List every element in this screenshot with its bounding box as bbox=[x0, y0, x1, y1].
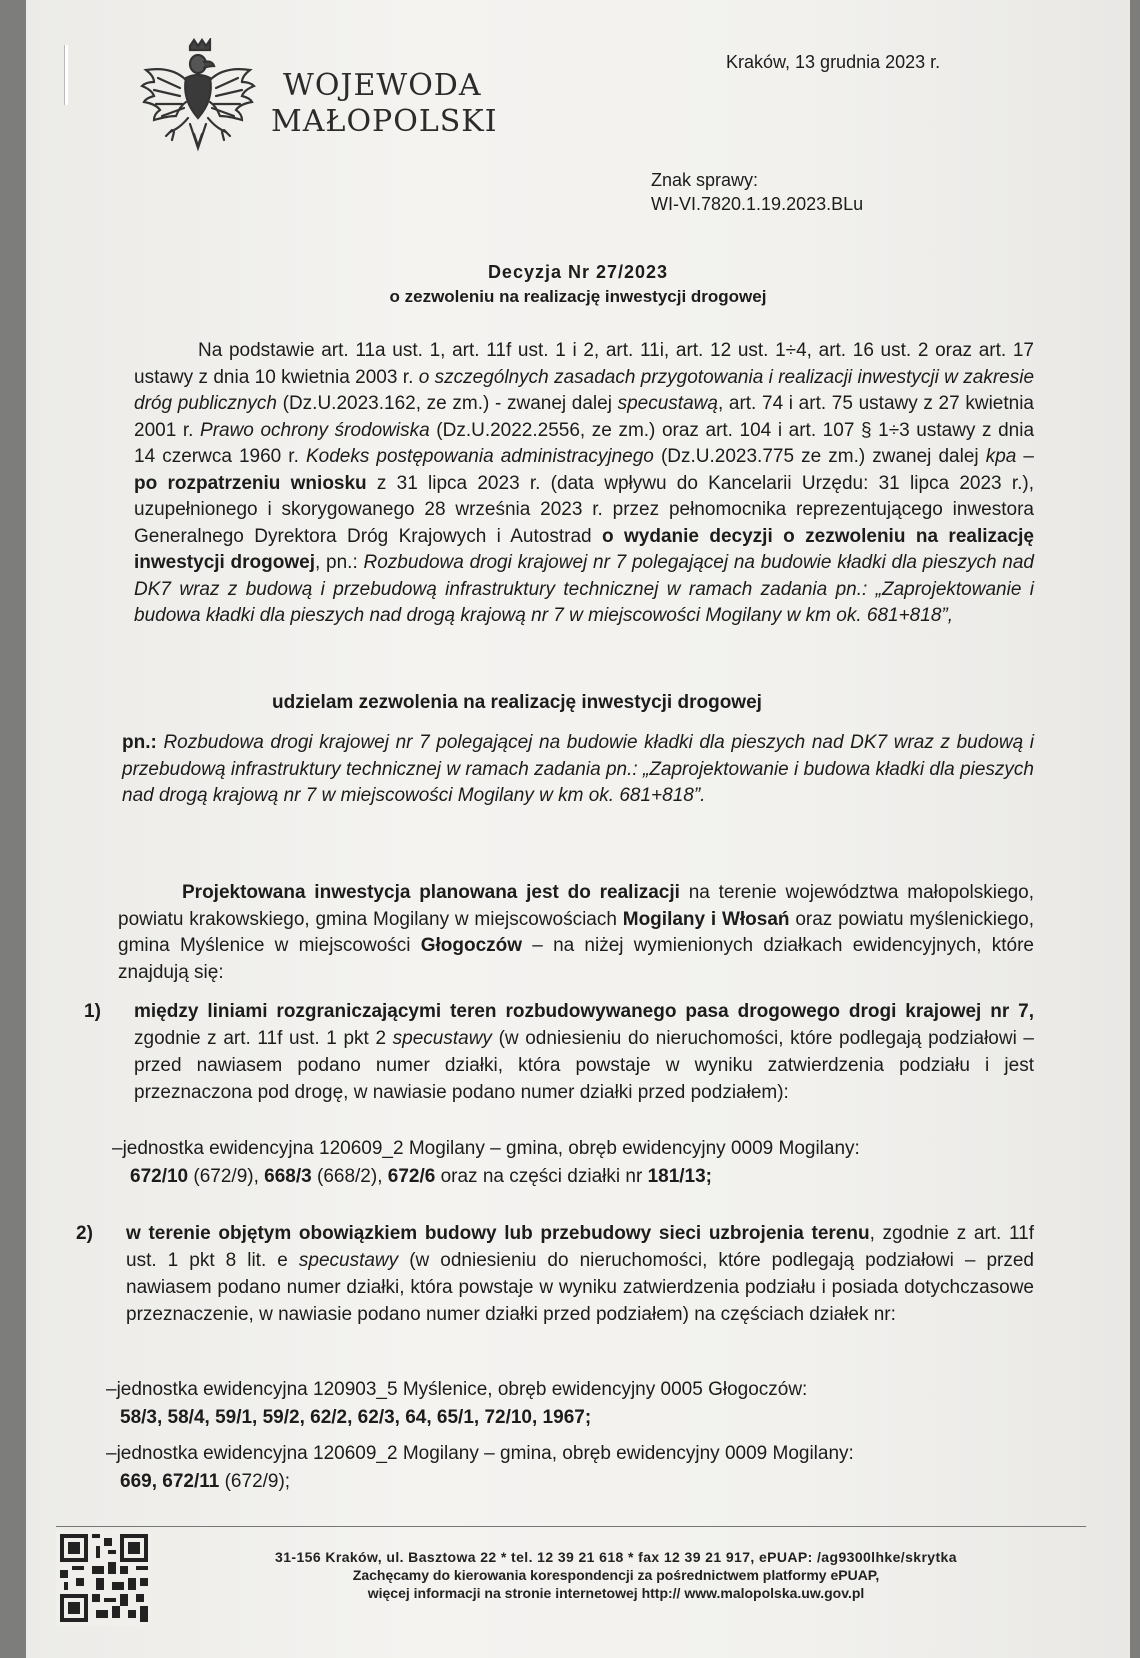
list-item-heading: między liniami rozgraniczającymi teren rozbudowywanego pasa drogowego drogi krajowej nr 7, bbox=[134, 1001, 1034, 1022]
parcel-previous: (672/9); bbox=[219, 1471, 291, 1492]
eagle-emblem-icon bbox=[138, 38, 258, 156]
decision-subject: o zezwoleniu na realizację inwestycji drogowej bbox=[389, 287, 767, 306]
list-item bbox=[76, 1220, 1034, 1328]
case-label: Znak sprawy: bbox=[651, 170, 759, 190]
investment-paragraph bbox=[122, 730, 1034, 810]
parcel-previous: (672/9), bbox=[188, 1166, 265, 1187]
act-title: Kodeks postępowania administracyjnego bbox=[305, 446, 654, 467]
footer-epuap-note: Zachęcamy do kierowania korespondencji za pośrednictwem platformy ePUAP, bbox=[352, 1567, 880, 1583]
qr-code-icon bbox=[56, 1530, 152, 1626]
cadastral-unit: –jednostka ewidencyjna 120609_2 Mogilany – gmina, obręb ewidencyjny 0009 Mogilany: bbox=[106, 1443, 854, 1464]
location-text: – na niżej wymienionych działkach ewidencyjnych, które znajdują się: bbox=[118, 935, 1034, 983]
list-item-text: (w odniesieniu do nieruchomości, które podlegają podziałowi – przed nawiasem podano numer działki, która powstaje w wyniku zatwierdzenia podziału i jest przeznaczona pod drogę, w nawiasie podano numer działki przed podziałem): bbox=[134, 1028, 1034, 1103]
location-emphasis: Mogilany i Włosań bbox=[622, 908, 790, 930]
basis-text: , pn.: bbox=[315, 552, 364, 573]
list-item-number: 2) bbox=[76, 1223, 93, 1244]
parcel-list: 58/3, 58/4, 59/1, 59/2, 62/2, 62/3, 64, 65/1, 72/10, 1967; bbox=[120, 1407, 592, 1428]
parcel-text: oraz na części działki nr bbox=[435, 1166, 648, 1187]
location-emphasis: Projektowana inwestycja planowana jest do realizacji bbox=[182, 882, 680, 903]
location-emphasis: Głogoczów bbox=[420, 935, 523, 956]
investment-name: Rozbudowa drogi krajowej nr 7 polegającej na budowie kładki dla pieszych nad DK7 wraz z budową i przebudową infrastruktury technicznej w ramach zadania pn.: „Zaprojektowanie i budowa kładki dla pieszych nad drogą krajową nr 7 w miejscowości Mogilany w km ok. 681+818”, bbox=[134, 552, 1034, 626]
parcel-list bbox=[120, 1468, 290, 1496]
basis-text: (Dz.U.2023.775 ze zm.) zwanej dalej bbox=[653, 446, 986, 467]
parcel-number: 672/10 bbox=[130, 1166, 189, 1187]
place-date: Kraków, 13 grudnia 2023 r. bbox=[726, 52, 941, 72]
location-text: oraz powiatu myślenickiego, gmina Myślenice w miejscowości bbox=[118, 908, 1034, 956]
brand-line-2: MAŁOPOLSKI bbox=[271, 104, 498, 139]
case-reference bbox=[651, 168, 863, 216]
list-item-text: , zgodnie z art. 11f ust. 1 pkt 8 lit. e bbox=[126, 1223, 1034, 1271]
decision-title: Decyzja Nr 27/2023 bbox=[487, 262, 669, 282]
act-alias: specustawą bbox=[617, 393, 718, 414]
decision-statement: udzielam zezwolenia na realizację inwestycji drogowej bbox=[272, 692, 762, 713]
footer-website: więcej informacji na stronie internetowej http:// www.malopolska.uw.gov.pl bbox=[367, 1585, 865, 1601]
basis-text: z 31 lipca 2023 r. (data wpływu do Kancelarii Urzędu: 31 lipca 2023 r.), uzupełnionego i skorygowanego 28 września 2023 r. przez pełnomocnika reprezentującego inwestora Generalnego Dyrektora Dróg Krajowych i Autostrad bbox=[134, 472, 1034, 547]
scan-mark bbox=[64, 45, 68, 105]
list-item-heading: w terenie objętym obowiązkiem budowy lub przebudowy sieci uzbrojenia terenu bbox=[126, 1223, 870, 1244]
cadastral-unit: –jednostka ewidencyjna 120609_2 Mogilany – gmina, obręb ewidencyjny 0009 Mogilany: bbox=[112, 1138, 860, 1159]
basis-text: , art. 74 i art. 75 ustawy z 27 kwietnia 2001 r. bbox=[134, 393, 1034, 441]
location-paragraph bbox=[118, 880, 1034, 986]
footer-divider bbox=[56, 1526, 1086, 1527]
investment-prefix: pn.: bbox=[122, 732, 157, 753]
basis-text: (Dz.U.2023.162, ze zm.) - zwanej dalej bbox=[276, 393, 618, 414]
basis-text: (Dz.U.2022.2556, ze zm.) oraz art. 104 i art. 107 § 1÷3 ustawy z dnia 14 czerwca 1960 r. bbox=[134, 419, 1035, 467]
footer-contact bbox=[146, 1548, 1086, 1602]
act-title: Prawo ochrony środowiska bbox=[200, 419, 430, 441]
issuer-brand bbox=[271, 68, 498, 140]
brand-line-1: WOJEWODA bbox=[283, 68, 482, 103]
list-item bbox=[84, 998, 1034, 1106]
legal-basis-paragraph bbox=[134, 338, 1034, 630]
act-title: o szczególnych zasadach przygotowania i realizacji inwestycji w zakresie dróg publicznych bbox=[134, 366, 1035, 414]
document-page bbox=[26, 0, 1130, 1658]
parcel-list bbox=[130, 1163, 712, 1191]
basis-emphasis: o wydanie decyzji o zezwoleniu na realizację inwestycji drogowej bbox=[134, 525, 1034, 573]
parcel-number: 181/13; bbox=[647, 1166, 713, 1187]
list-item-text: (w odniesieniu do nieruchomości, które podlegają podziałowi – przed nawiasem podano numer działki, która powstaje w wyniku zatwierdzenia podziału i posiada dotychczasowe przeznaczenie, w nawiasie podano numer działki przed podziałem) na częściach działek nr: bbox=[126, 1250, 1034, 1325]
act-alias: specustawy bbox=[298, 1250, 399, 1271]
parcel-number: 672/6 bbox=[387, 1166, 436, 1187]
basis-text: Na podstawie art. 11a ust. 1, art. 11f ust. 1 i 2, art. 11i, art. 12 ust. 1÷4, art. 16 ust. 2 oraz art. 17 ustawy z dnia 10 kwietnia 2003 r. bbox=[134, 340, 1034, 388]
footer-address: 31-156 Kraków, ul. Basztowa 22 * tel. 12 39 21 618 * fax 12 39 21 917, ePUAP: /ag9300lhke/skrytka bbox=[275, 1549, 957, 1565]
list-item-number: 1) bbox=[84, 1001, 101, 1022]
act-alias: specustawy bbox=[392, 1028, 492, 1049]
investment-name: Rozbudowa drogi krajowej nr 7 polegającej na budowie kładki dla pieszych nad DK7 wraz z budową i przebudową infrastruktury technicznej w ramach zadania pn.: „Zaprojektowanie i budowa kładki dla pieszych nad drogą krajową nr 7 w miejscowości Mogilany w km ok. 681+818”. bbox=[122, 732, 1034, 806]
parcel-previous: (668/2), bbox=[311, 1166, 388, 1187]
case-number: WI-VI.7820.1.19.2023.BLu bbox=[651, 194, 864, 214]
cadastral-unit: –jednostka ewidencyjna 120903_5 Myślenice, obręb ewidencyjny 0005 Głogoczów: bbox=[106, 1379, 808, 1400]
act-alias: kpa bbox=[985, 446, 1017, 467]
basis-text: – bbox=[1016, 446, 1034, 467]
basis-emphasis: po rozpatrzeniu wniosku bbox=[134, 472, 367, 494]
parcel-number: 669, 672/11 bbox=[120, 1471, 220, 1492]
location-text: na terenie województwa małopolskiego, powiatu krakowskiego, gmina Mogilany w miejscowościach bbox=[118, 882, 1034, 930]
parcel-number: 668/3 bbox=[264, 1166, 312, 1187]
list-item-text: zgodnie z art. 11f ust. 1 pkt 2 bbox=[134, 1028, 393, 1049]
